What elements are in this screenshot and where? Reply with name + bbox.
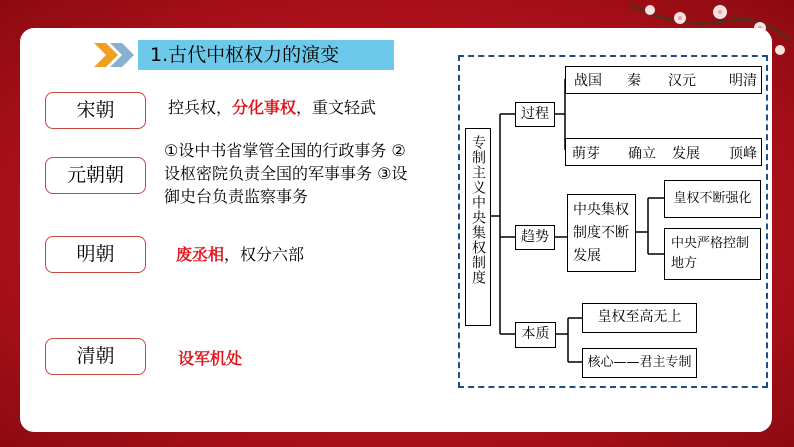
desc-text: ，重文轻武 [296, 98, 377, 117]
process-stage: 发展 [672, 146, 700, 162]
process-stage: 确立 [628, 146, 656, 162]
process-step: 汉元 [668, 73, 696, 89]
process-stage: 顶峰 [729, 146, 757, 162]
desc-highlight: 设军机处 [178, 349, 243, 368]
trend-middle [567, 194, 636, 272]
diagram-root: 专制主义中央集权制度 [465, 128, 491, 326]
section-title: 1.古代中枢权力的演变 [138, 40, 394, 70]
dynasty-ming: 明朝 [45, 236, 146, 273]
desc-highlight: 分化事权 [232, 98, 297, 117]
process-step: 明清 [729, 73, 757, 89]
process-stage: 萌芽 [572, 146, 600, 162]
desc-text: 控兵权， [168, 98, 233, 117]
trend-right-line: 中央严格控制 [671, 236, 750, 251]
desc-text: ，权分六部 [224, 245, 305, 264]
desc-line: 设枢密院负责全国的军事事务 ③设 [164, 164, 408, 183]
desc-highlight: 废丞相 [176, 245, 225, 264]
process-step: 战国 [574, 73, 602, 89]
branch-process: 过程 [515, 102, 555, 127]
trend-right-1: 皇权不断强化 [664, 180, 761, 218]
dynasty-song: 宋朝 [45, 92, 146, 129]
desc-line: ①设中书省掌管全国的行政事务 ② [164, 141, 406, 160]
desc-line: 御史台负责监察事务 [164, 187, 309, 206]
essence-item-1: 皇权至高无上 [582, 303, 697, 333]
dynasty-yuan: 元朝朝 [45, 157, 146, 194]
branch-essence: 本质 [515, 322, 556, 348]
branch-trend: 趋势 [515, 225, 555, 250]
dynasty-qing: 清朝 [45, 338, 146, 375]
trend-middle-line: 中央集权 [573, 202, 629, 218]
trend-middle-line: 制度不断 [573, 225, 629, 241]
process-step: 秦 [627, 73, 641, 89]
trend-right-2 [664, 228, 761, 280]
essence-item-2: 核心——君主专制 [582, 348, 697, 378]
trend-middle-line: 发展 [573, 248, 601, 264]
trend-right-line: 地方 [671, 256, 698, 271]
